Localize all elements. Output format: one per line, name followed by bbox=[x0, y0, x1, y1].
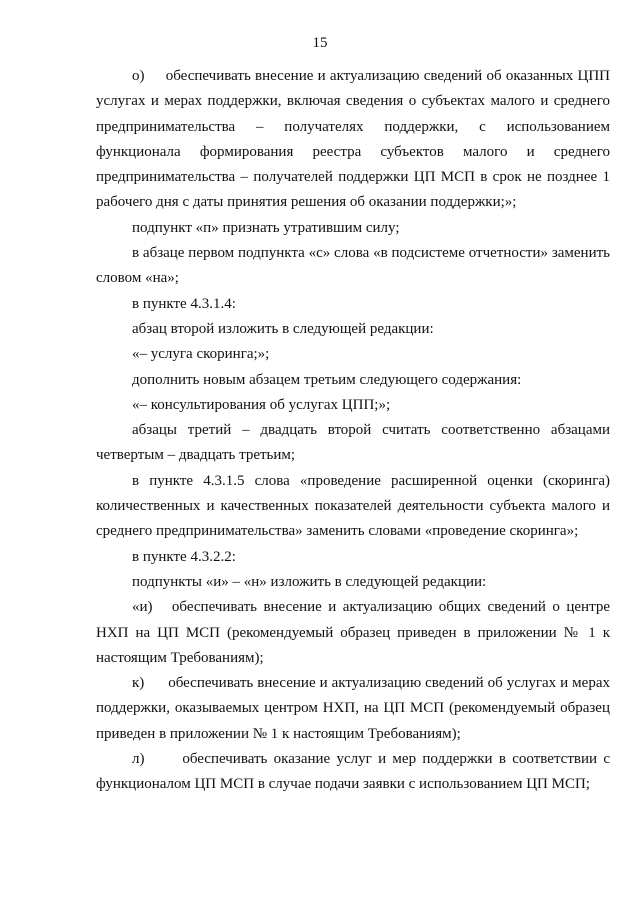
paragraph-item-4-3-1-4: в пункте 4.3.1.4: bbox=[132, 295, 236, 312]
paragraph-renumber-abzacs: абзацы третий – двадцать второй считать соответственно абзацами четвертым – двадцать третьим; bbox=[96, 422, 610, 464]
paragraph-k: к) обеспечивать внесение и актуализацию сведений об услугах и мерах поддержки, оказываемых центром НХП, на ЦП МСП (рекомендуемый образец приведен в приложении № 1 к настоящим Требованиям); bbox=[96, 675, 610, 742]
paragraph-i: «и) обеспечивать внесение и актуализацию общих сведений о центре НХП на ЦП МСП (рекомендуемый образец приведен в приложении № 1 к настоящим Требованиям); bbox=[96, 599, 610, 666]
paragraph-subitems-i-n: подпункты «и» – «н» изложить в следующей редакции: bbox=[132, 573, 487, 590]
paragraph-consulting: «– консультирования об услугах ЦПП;»; bbox=[132, 396, 391, 413]
paragraph-item-4-3-2-2: в пункте 4.3.2.2: bbox=[132, 548, 236, 565]
paragraph-scoring-service: «– услуга скоринга;»; bbox=[132, 346, 270, 363]
paragraph-subitem-s-replace: в абзаце первом подпункта «с» слова «в подсистеме отчетности» заменить словом «на»; bbox=[96, 245, 610, 287]
paragraph-add-third-abzac: дополнить новым абзацем третьим следующего содержания: bbox=[132, 371, 522, 388]
paragraph-item-4-3-1-5: в пункте 4.3.1.5 слова «проведение расширенной оценки (скоринга) количественных и качественных показателей деятельности субъекта малого и среднего предпринимательства» заменить словами «проведение скоринга»; bbox=[96, 472, 610, 540]
paragraph-l: л) обеспечивать оказание услуг и мер поддержки в соответствии с функционалом ЦП МСП в случае подачи заявки с использованием ЦП МСП; bbox=[96, 751, 610, 793]
paragraph-subitem-p-void: подпункт «п» признать утратившим силу; bbox=[132, 219, 400, 236]
document-body bbox=[96, 64, 610, 798]
paragraph-o: о) обеспечивать внесение и актуализацию сведений об оказанных ЦПП услугах и мерах поддержки, включая сведения о субъектах малого и среднего предпринимательства – получателях поддержки, с использованием функционала формирования реестра субъектов малого и среднего предпринимательства – получателей поддержки ЦП МСП в срок не позднее 1 рабочего дня с даты принятия решения об оказании поддержки;»; bbox=[96, 68, 610, 211]
page-number: 15 bbox=[312, 35, 328, 51]
paragraph-second-abzac: абзац второй изложить в следующей редакции: bbox=[132, 320, 434, 337]
